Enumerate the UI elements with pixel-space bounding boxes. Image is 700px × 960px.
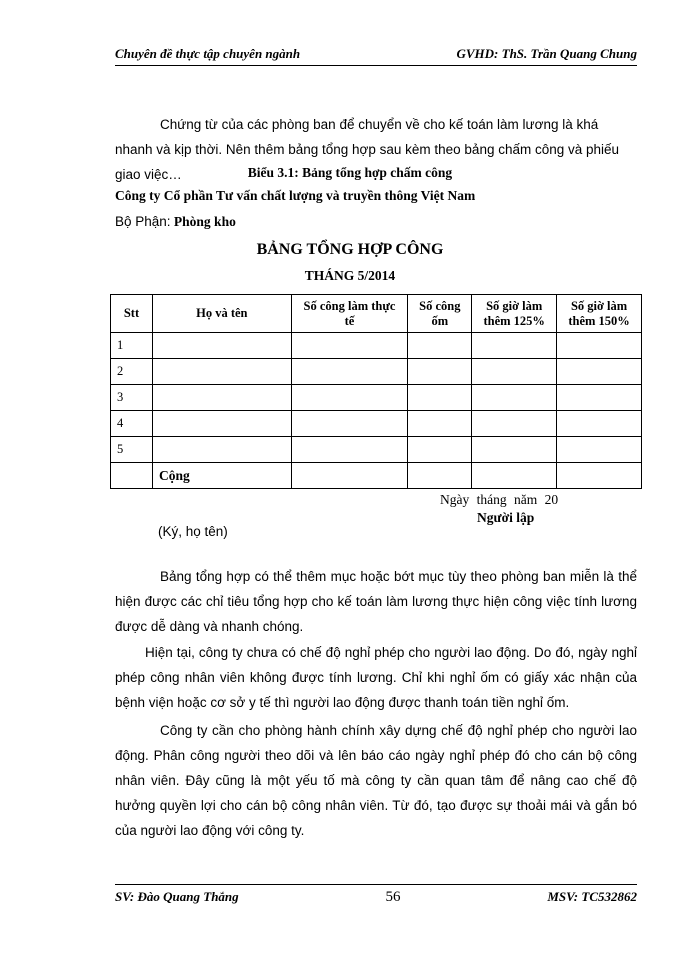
footer-student: SV: Đào Quang Thắng <box>115 889 239 904</box>
row-number: 4 <box>111 411 153 437</box>
figure-caption: Biểu 3.1: Bảng tổng hợp chấm công <box>247 165 453 180</box>
table-cell <box>557 359 642 385</box>
header-advisor: GVHD: ThS. Trần Quang Chung <box>456 46 637 61</box>
table-cell <box>472 359 557 385</box>
table-cell <box>291 411 408 437</box>
total-label: Cộng <box>152 463 291 489</box>
table-cell <box>291 359 408 385</box>
page-number: 56 <box>385 889 401 905</box>
table-cell <box>152 437 291 463</box>
table-cell <box>557 333 642 359</box>
table-cell <box>408 411 472 437</box>
table-cell <box>291 437 408 463</box>
body-paragraph: Hiện tại, công ty chưa có chế độ nghỉ phép cho người lao động. Do đó, ngày nghỉ phép công nhân viên không được tính lương. Chỉ khi nghỉ ốm có giấy xác nhận của bệnh viện hoặc cơ sở y tế thì người lao động được thanh toán tiền nghỉ ốm. <box>115 645 637 710</box>
row-number: 5 <box>111 437 153 463</box>
department-line <box>115 214 236 230</box>
row-number: 2 <box>111 359 153 385</box>
col-header-actual-days: Số công làm thực tế <box>291 295 408 333</box>
table-cell <box>408 385 472 411</box>
signature-date: Ngày tháng năm 20 <box>440 492 559 507</box>
table-cell <box>557 463 642 489</box>
signature-maker: Người lập <box>477 510 535 525</box>
table-cell <box>472 385 557 411</box>
page-footer <box>115 884 637 906</box>
table-cell <box>408 333 472 359</box>
table-cell <box>291 385 408 411</box>
table-cell <box>472 437 557 463</box>
department-label: Bộ Phận: <box>115 214 171 229</box>
table-cell <box>557 411 642 437</box>
row-number: 1 <box>111 333 153 359</box>
department-value: Phòng kho <box>173 214 236 229</box>
table-cell <box>408 463 472 489</box>
table-row <box>111 359 642 385</box>
table-cell <box>291 463 408 489</box>
company-name: Công ty Cổ phần Tư vấn chất lượng và truyền thông Việt Nam <box>115 188 476 203</box>
footer-student-id: MSV: TC532862 <box>547 889 637 904</box>
table-cell <box>408 359 472 385</box>
table-cell <box>557 437 642 463</box>
timesheet-summary-table <box>110 294 642 489</box>
row-number: 3 <box>111 385 153 411</box>
table-row <box>111 437 642 463</box>
table-cell <box>152 333 291 359</box>
col-header-overtime-150: Số giờ làm thêm 150% <box>557 295 642 333</box>
table-month: THÁNG 5/2014 <box>304 268 396 283</box>
table-cell <box>152 385 291 411</box>
table-cell <box>557 385 642 411</box>
table-cell <box>472 411 557 437</box>
page-header <box>115 46 637 66</box>
table-total-row <box>111 463 642 489</box>
col-header-stt: Stt <box>111 295 153 333</box>
col-header-sick-days: Số công ốm <box>408 295 472 333</box>
table-cell <box>472 463 557 489</box>
table-cell <box>111 463 153 489</box>
col-header-overtime-125: Số giờ làm thêm 125% <box>472 295 557 333</box>
table-cell <box>291 333 408 359</box>
signature-note: (Ký, họ tên) <box>158 524 228 539</box>
table-title: BẢNG TỔNG HỢP CÔNG <box>256 241 444 258</box>
body-paragraph: Công ty cần cho phòng hành chính xây dựng chế độ nghỉ phép cho người lao động. Phân công người theo dõi và lên báo cáo ngày nghỉ phép đó cho cán bộ công nhân viên. Đây cũng là một yếu tố mà công ty cần quan tâm để nâng cao chế độ hưởng quyền lợi cho cán bộ công nhân viên. Từ đó, tạo được sự thoải mái và gắn bó của người lao động với công ty. <box>115 723 637 838</box>
intro-paragraph: Chứng từ của các phòng ban để chuyển về cho kế toán làm lương là khá nhanh và kịp thời. Nên thêm bảng tổng hợp sau kèm theo bảng chấm công và phiếu giao việc… <box>115 117 620 182</box>
table-cell <box>472 333 557 359</box>
table-cell <box>152 359 291 385</box>
col-header-name: Họ và tên <box>152 295 291 333</box>
table-cell <box>408 437 472 463</box>
table-row <box>111 333 642 359</box>
table-header-row <box>111 295 642 333</box>
table-row <box>111 411 642 437</box>
table-row <box>111 385 642 411</box>
body-paragraph: Bảng tổng hợp có thể thêm mục hoặc bớt mục tùy theo phòng ban miễn là thể hiện được các chỉ tiêu tổng hợp cho kế toán làm lương thực hiện công việc tính lương được dễ dàng và nhanh chóng. <box>115 569 637 634</box>
table-cell <box>152 411 291 437</box>
header-course-title: Chuyên đề thực tập chuyên ngành <box>115 46 301 61</box>
